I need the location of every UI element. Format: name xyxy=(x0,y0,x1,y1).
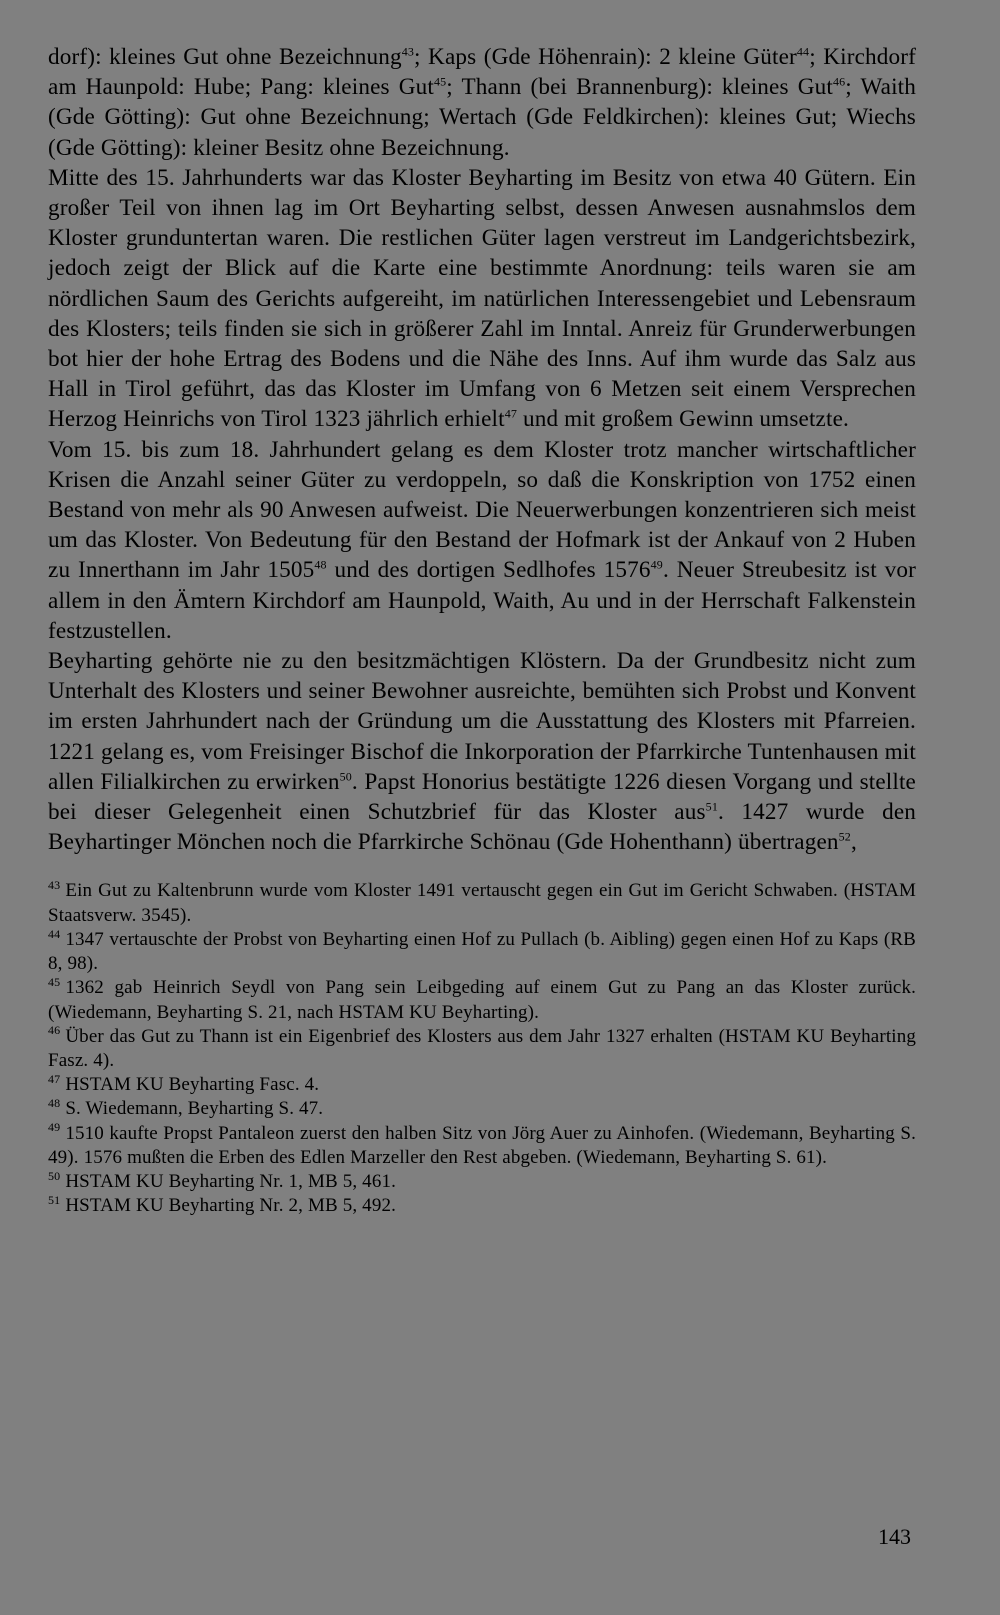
footnote-number: 50 xyxy=(48,1168,61,1183)
footnote-marker: 48 xyxy=(314,557,327,572)
footnote-marker: 49 xyxy=(650,557,663,572)
footnote xyxy=(48,1170,916,1194)
footnote-number: 44 xyxy=(48,926,61,941)
footnote-text: S. Wiedemann, Beyharting S. 47. xyxy=(65,1098,324,1120)
footnote-marker: 45 xyxy=(433,74,447,89)
footnote xyxy=(48,976,916,1024)
footnote-text: HSTAM KU Beyharting Nr. 1, MB 5, 461. xyxy=(65,1170,397,1192)
page-number: 143 xyxy=(878,1524,911,1549)
page-content xyxy=(48,42,916,1218)
footnote-text: 1347 vertauschte der Probst von Beyharting einen Hof zu Pullach (b. Aibling) gegen einen Hof zu Kaps (RB 8, 98). xyxy=(48,928,916,975)
text-run: ; Kaps (Gde Höhenrain): 2 kleine Güter xyxy=(414,44,797,70)
text-run: Beyharting gehörte nie zu den besitzmächtigen Klöstern. Da der Grundbesitz nicht zum Unterhalt des Klosters und seiner Bewohner ausreichte, bemühten sich Probst und Konvent im ersten Jahrhundert nach der Gründung um die Ausstattung des Klosters mit Pfarreien. 1221 gelang es, vom Freisinger Bischof die Inkorporation der Pfarrkirche Tuntenhausen mit allen Filialkirchen zu erwirken xyxy=(48,648,916,795)
footnote-number: 51 xyxy=(48,1192,61,1207)
footnote-number: 45 xyxy=(48,974,61,989)
paragraph xyxy=(48,42,916,163)
text-run: . Papst Honorius bestätigte 1226 diesen Vorgang und stellte bei dieser Gelegenheit einen Schutzbrief für das Kloster aus xyxy=(48,768,916,826)
footnote xyxy=(48,1025,916,1073)
footnote-marker: 43 xyxy=(401,44,415,59)
footnote-number: 48 xyxy=(48,1095,61,1110)
footnote-text: 1362 gab Heinrich Seydl von Pang sein Leibgeding auf einem Gut zu Pang an das Kloster zurück. (Wiedemann, Beyharting S. 21, nach HSTAM KU Beyharting). xyxy=(48,977,916,1023)
footnote-text: Ein Gut zu Kaltenbrunn wurde vom Kloster 1491 vertauscht gegen ein Gut im Gericht Schwaben. (HSTAM Staatsverw. 3545). xyxy=(48,880,916,926)
footnote xyxy=(48,928,916,976)
footnote-number: 47 xyxy=(48,1071,61,1086)
text-run: , xyxy=(850,829,857,856)
footnote-text: HSTAM KU Beyharting Nr. 2, MB 5, 492. xyxy=(65,1195,397,1217)
text-run: und mit großem Gewinn umsetzte. xyxy=(517,406,849,433)
footnotes xyxy=(48,879,916,1218)
footnote xyxy=(48,1073,916,1097)
text-run: . 1427 wurde den Beyhartinger Mönchen noch die Pfarrkirche Schönau (Gde Hohenthann) übertragen xyxy=(48,799,917,856)
paragraph xyxy=(48,163,916,435)
footnote-text: Über das Gut zu Thann ist ein Eigenbrief des Klosters aus dem Jahr 1327 erhalten (HSTAM KU Beyharting Fasz. 4). xyxy=(48,1025,916,1071)
footnote-marker: 44 xyxy=(796,44,810,59)
footnote-marker: 47 xyxy=(504,406,518,421)
footnote xyxy=(48,1122,916,1170)
footnote-marker: 46 xyxy=(832,74,846,89)
footnote-text: HSTAM KU Beyharting Fasc. 4. xyxy=(65,1074,320,1096)
text-run: . Neuer Streubesitz ist vor allem in den Ämtern Kirchdorf am Haunpold, Waith, Au und in der Herrschaft Falkenstein festzustellen. xyxy=(48,557,916,644)
text-run: dorf): kleines Gut ohne Bezeichnung xyxy=(48,44,402,70)
footnote-number: 49 xyxy=(48,1120,61,1135)
footnote-number: 46 xyxy=(48,1023,61,1038)
footnote-marker: 52 xyxy=(838,829,851,844)
text-run: ; Waith (Gde Götting): Gut ohne Bezeichnung; Wertach (Gde Feldkirchen): kleines Gut; Wiechs (Gde Götting): kleiner Besitz ohne Bezeichnung. xyxy=(48,74,916,161)
footnote-marker: 51 xyxy=(705,799,718,814)
text-run: Vom 15. bis zum 18. Jahrhundert gelang es dem Kloster trotz mancher wirtschaftlicher Krisen die Anzahl seiner Güter zu verdoppeln, so daß die Konskription von 1752 einen Bestand von mehr als 90 Anwesen aufweist. Die Neuerwerbungen konzentrieren sich meist um das Kloster. Von Bedeutung für den Bestand der Hofmark ist der Ankauf von 2 Huben zu Innerthann im Jahr 1505 xyxy=(48,436,916,584)
footnote-number: 43 xyxy=(48,878,61,893)
text-run: ; Kirchdorf am Haunpold: Hube; Pang: kleines Gut xyxy=(48,44,916,101)
footnote-text: 1510 kaufte Propst Pantaleon zuerst den halben Sitz von Jörg Auer zu Ainhofen. (Wiedemann, Beyharting S. 49). 1576 mußten die Erben des Edlen Marzeller den Rest abgeben. (Wiedemann, Beyharting S. 61). xyxy=(48,1122,916,1168)
main-text xyxy=(48,42,916,857)
paragraph xyxy=(48,646,916,857)
paragraph xyxy=(48,435,916,646)
text-run: und des dortigen Sedlhofes 1576 xyxy=(326,557,651,584)
text-run: ; Thann (bei Brannenburg): kleines Gut xyxy=(446,74,833,101)
footnote xyxy=(48,1194,916,1218)
footnote xyxy=(48,879,916,927)
footnote-marker: 50 xyxy=(339,769,352,784)
footnote xyxy=(48,1097,916,1121)
text-run: Mitte des 15. Jahrhunderts war das Kloster Beyharting im Besitz von etwa 40 Gütern. Ein großer Teil von ihnen lag im Ort Beyharting selbst, dessen Anwesen ausnahmslos dem Kloster grunduntertan waren. Die restlichen Güter lagen verstreut im Landgerichtsbezirk, jedoch zeigt der Blick auf die Karte eine bestimmte Anordnung: teils waren sie am nördlichen Saum des Gerichts aufgereiht, im natürlichen Interessengebiet und Lebensraum des Klosters; teils finden sie sich in größerer Zahl im Inntal. Anreiz für Grunderwerbungen bot hier der hohe Ertrag des Bodens und die Nähe des Inns. Auf ihm wurde das Salz aus Hall in Tirol geführt, das das Kloster im Umfang von 6 Metzen seit einem Versprechen Herzog Heinrichs von Tirol 1323 jährlich erhielt xyxy=(48,164,916,433)
